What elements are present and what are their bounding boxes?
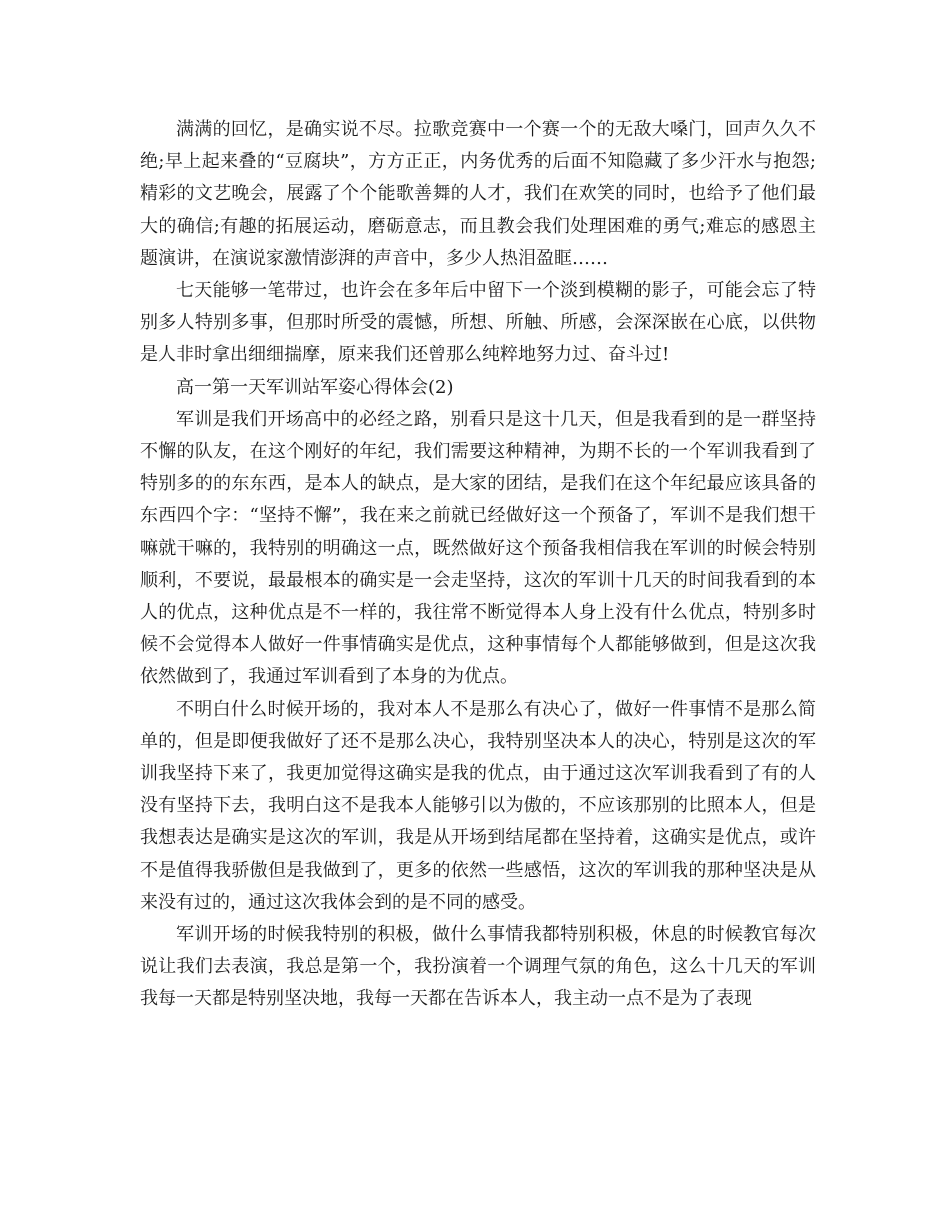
section-heading: 高一第一天军训站军姿心得体会(2) [176, 376, 454, 398]
paragraph-seven-days: 七天能够一笔带过，也许会在多年后中留下一个淡到模糊的影子，可能会忘了特别多人特别多事，但那时所受的震憾，所想、所触、所感，会深深嵌在心底，以供物是人非时拿出细细揣摩，原来我们还曾那么纯粹地努力过、奋斗过! [140, 280, 816, 366]
paragraph-determination: 不明白什么时候开场的，我对本人不是那么有决心了，做好一件事情不是那么简单的，但是即便我做好了还不是那么决心，我特别坚决本人的决心，特别是这次的军训我坚持下来了，我更加觉得这确实是我的优点，由于通过这次军训我看到了有的人没有坚持下去，我明白这不是我本人能够引以为傲的，不应该那别的比照本人，但是我想表达是确实是这次的军训，我是从开场到结尾都在坚持着，这确实是优点，或许不是值得我骄傲但是我做到了，更多的依然一些感悟，这次的军训我的那种坚决是从来没有过的，通过这次我体会到的是不同的感受。 [140, 698, 816, 913]
document-page [140, 114, 816, 1016]
paragraph-active: 军训开场的时候我特别的积极，做什么事情我都特别积极，休息的时候教官每次说让我们去表演，我总是第一个，我扮演着一个调理气氛的角色，这么十几天的军训我每一天都是特别坚决地，我每一天都在告诉本人，我主动一点不是为了表现 [140, 924, 816, 1010]
paragraph-memories: 满满的回忆，是确实说不尽。拉歌竞赛中一个赛一个的无敌大嗓门，回声久久不绝;早上起来叠的“豆腐块”，方方正正，内务优秀的后面不知隐藏了多少汗水与抱怨;精彩的文艺晚会，展露了个个能歌善舞的人才，我们在欢笑的同时，也给予了他们最大的确信;有趣的拓展运动，磨砺意志，而且教会我们处理困难的勇气;难忘的感恩主题演讲，在演说家激情澎湃的声音中，多少人热泪盈眶…… [140, 119, 816, 269]
paragraph-military-training: 军训是我们开场高中的必经之路，别看只是这十几天，但是我看到的是一群坚持不懈的队友，在这个刚好的年纪，我们需要这种精神，为期不长的一个军训我看到了特别多的的东东西，是本人的缺点，是大家的团结，是我们在这个年纪最应该具备的东西四个字：“坚持不懈”，我在来之前就已经做好这一个预备了，军训不是我们想干嘛就干嘛的，我特别的明确这一点，既然做好这个预备我相信我在军训的时候会特别顺利，不要说，最最根本的确实是一会走坚持，这次的军训十几天的时间我看到的本人的优点，这种优点是不一样的，我往常不断觉得本人身上没有什么优点，特别多时候不会觉得本人做好一件事情确实是优点，这种事情每个人都能够做到，但是这次我依然做到了，我通过军训看到了本身的为优点。 [140, 408, 816, 688]
